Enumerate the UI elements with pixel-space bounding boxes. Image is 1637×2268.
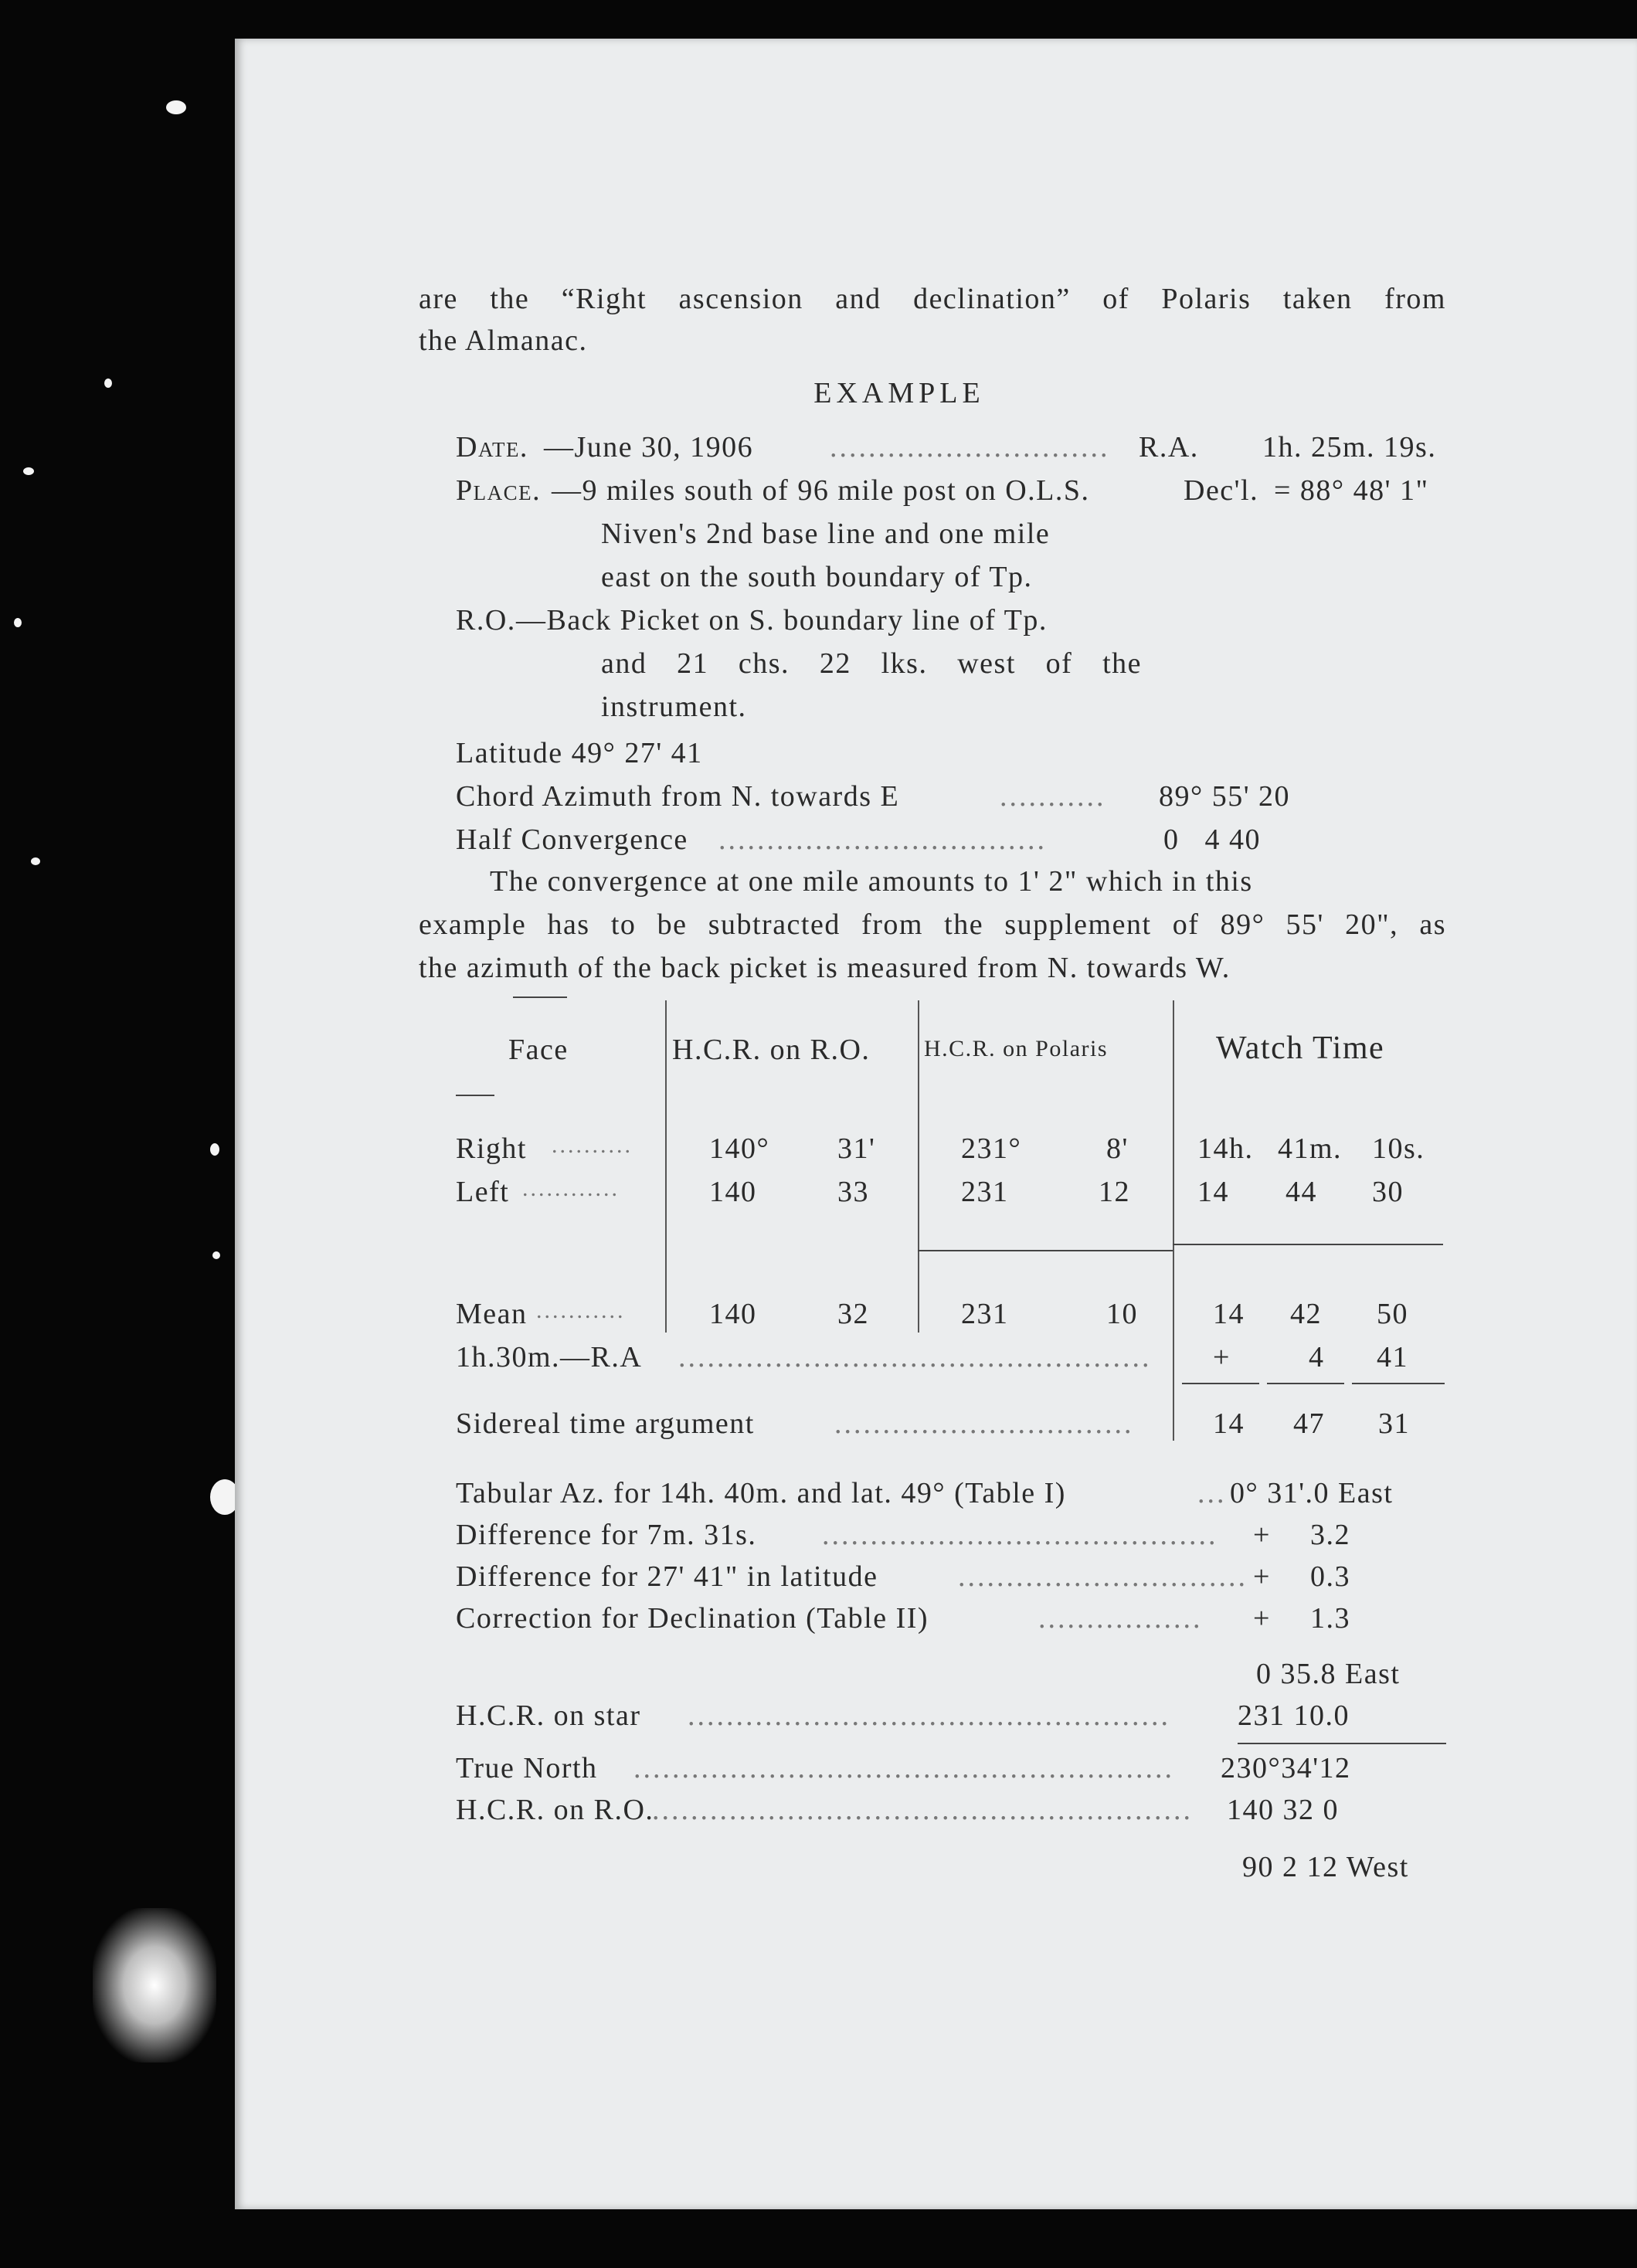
corr-decl-label: Correction for Declination (Table II) — [456, 1602, 929, 1635]
scan-speck — [14, 618, 22, 627]
hcr-star-value: 231 10.0 — [1238, 1699, 1350, 1732]
table-cell: 10s. — [1372, 1132, 1425, 1165]
sum-rule — [1182, 1383, 1259, 1384]
scan-speck — [31, 857, 40, 865]
table-divider — [918, 1000, 919, 1333]
corr-decl-value: 1.3 — [1310, 1602, 1350, 1635]
diff-lat-value: 0.3 — [1310, 1560, 1350, 1593]
sum-rule — [1267, 1383, 1344, 1384]
true-north-leader: ........................................................ — [633, 1752, 1174, 1784]
intro-line-2: the Almanac. — [419, 324, 588, 357]
hcr-star-leader: .................................................. — [688, 1699, 1170, 1732]
latitude: Latitude 49° 27' 41 — [456, 737, 703, 769]
table-cell: 41m. — [1278, 1132, 1343, 1165]
scan-speck — [166, 100, 186, 114]
date-leader: ............................. — [830, 431, 1110, 463]
table-rule — [1173, 1244, 1443, 1245]
hcr-star-label: H.C.R. on star — [456, 1699, 641, 1732]
table-cell: 8' — [1106, 1132, 1129, 1165]
table-top-dash — [513, 996, 567, 998]
sum-rule — [1352, 1383, 1445, 1384]
scan-speck — [212, 1251, 220, 1259]
ro-label: R.O. — [456, 604, 516, 637]
subtotal: 0 35.8 East — [1256, 1658, 1401, 1690]
table-row-leader: .......... — [552, 1132, 633, 1158]
ra-row-seconds: 41 — [1377, 1341, 1408, 1373]
chord-label: Chord Azimuth from N. towards E — [456, 780, 900, 813]
hcr-ro-value: 140 32 0 — [1227, 1794, 1339, 1826]
diff-lat-leader: .............................. — [958, 1560, 1248, 1593]
table-divider — [1173, 1000, 1174, 1441]
ro-line-1: —Back Picket on S. boundary line of Tp. — [516, 604, 1048, 637]
ra-row-minutes: 4 — [1309, 1341, 1325, 1373]
date-label: Date. — [456, 431, 528, 463]
half-convergence-leader: .................................. — [718, 823, 1047, 856]
chord-value: 89° 55' 20 — [1159, 780, 1291, 813]
convergence-line-1: The convergence at one mile amounts to 1' 2" which in this — [490, 865, 1253, 898]
decl-label: Dec'l. — [1184, 474, 1259, 507]
sidereal-hours: 14 — [1213, 1407, 1245, 1440]
tabular-az-value: 0° 31'.0 East — [1230, 1477, 1394, 1509]
corr-decl-leader: ................. — [1038, 1602, 1203, 1635]
table-cell: 33 — [837, 1176, 869, 1208]
table-row-face: Right — [456, 1132, 527, 1165]
scan-speck — [104, 379, 112, 388]
table-cell: 14h. — [1197, 1132, 1254, 1165]
table-cell: 42 — [1290, 1298, 1322, 1330]
tabular-az-leader: ... — [1197, 1477, 1227, 1509]
example-heading: EXAMPLE — [813, 377, 985, 409]
place-label: Place. — [456, 474, 542, 507]
table-cell: 14 — [1197, 1176, 1229, 1208]
table-cell: 140 — [709, 1176, 757, 1208]
place-line-1: —9 miles south of 96 mile post on O.L.S. — [552, 474, 1090, 507]
chord-leader: ........... — [1000, 780, 1106, 813]
table-cell: 10 — [1106, 1298, 1138, 1330]
intro-line-1: are the “Right ascension and declination” of Polaris taken from — [419, 283, 1446, 315]
final-azimuth: 90 2 12 West — [1242, 1851, 1409, 1883]
table-header-face: Face — [508, 1034, 569, 1066]
table-cell: 231° — [961, 1132, 1022, 1165]
table-cell: 231 — [961, 1298, 1009, 1330]
table-cell: 14 — [1213, 1298, 1245, 1330]
diff-time-sign: + — [1253, 1519, 1271, 1551]
table-cell: 12 — [1099, 1176, 1130, 1208]
half-convergence-value: 0 4 40 — [1163, 823, 1261, 856]
ra-label: R.A. — [1139, 431, 1199, 463]
table-cell: 30 — [1372, 1176, 1404, 1208]
table-mean-face: Mean — [456, 1298, 528, 1330]
table-header-dash — [456, 1095, 494, 1096]
ra-row-label: 1h.30m.—R.A — [456, 1341, 643, 1373]
ra-value: 1h. 25m. 19s. — [1262, 431, 1437, 463]
table-header-hcr-polaris: H.C.R. on Polaris — [924, 1036, 1109, 1061]
true-north-label: True North — [456, 1752, 598, 1784]
place-line-3: east on the south boundary of Tp. — [601, 561, 1033, 593]
sidereal-label: Sidereal time argument — [456, 1407, 755, 1440]
diff-lat-label: Difference for 27' 41" in latitude — [456, 1560, 878, 1593]
table-cell: 44 — [1285, 1176, 1317, 1208]
true-north-value: 230°34'12 — [1221, 1752, 1351, 1784]
document-page — [235, 39, 1637, 2209]
hcr-ro-label: H.C.R. on R.O. — [456, 1794, 654, 1826]
table-header-watch-time: Watch Time — [1216, 1030, 1385, 1066]
date-value: —June 30, 1906 — [544, 431, 754, 463]
hcr-ro-leader: ........................................................ — [652, 1794, 1193, 1826]
ro-line-2: and 21 chs. 22 lks. west of the — [601, 647, 1142, 680]
convergence-line-2: example has to be subtracted from the supplement of 89° 55' 20", as — [419, 908, 1446, 941]
table-row-leader: ........... — [536, 1298, 626, 1323]
scan-speck — [210, 1143, 219, 1156]
tabular-az-label: Tabular Az. for 14h. 40m. and lat. 49° (Table I) — [456, 1477, 1066, 1509]
diff-time-value: 3.2 — [1310, 1519, 1350, 1551]
sidereal-seconds: 31 — [1378, 1407, 1410, 1440]
ro-line-3: instrument. — [601, 691, 747, 723]
convergence-line-3: the azimuth of the back picket is measured from N. towards W. — [419, 952, 1231, 984]
table-divider — [665, 1000, 667, 1333]
corr-decl-sign: + — [1253, 1602, 1271, 1635]
table-row-leader: ............ — [522, 1176, 620, 1201]
sidereal-minutes: 47 — [1293, 1407, 1325, 1440]
table-row-face: Left — [456, 1176, 510, 1208]
diff-lat-sign: + — [1253, 1560, 1271, 1593]
scan-glare — [93, 1908, 216, 2063]
ra-row-leader: ................................................. — [678, 1341, 1152, 1373]
diff-time-leader: ......................................... — [822, 1519, 1218, 1551]
scan-speck — [23, 467, 34, 475]
table-cell: 231 — [961, 1176, 1009, 1208]
table-cell: 140° — [709, 1132, 770, 1165]
table-cell: 50 — [1377, 1298, 1408, 1330]
table-cell: 31' — [837, 1132, 876, 1165]
ra-row-sign: + — [1213, 1341, 1231, 1373]
table-rule — [918, 1250, 1173, 1251]
half-convergence-label: Half Convergence — [456, 823, 688, 856]
table-header-hcr-ro: H.C.R. on R.O. — [672, 1034, 871, 1066]
diff-time-label: Difference for 7m. 31s. — [456, 1519, 757, 1551]
table-cell: 140 — [709, 1298, 757, 1330]
sidereal-leader: ............................... — [834, 1407, 1134, 1440]
place-line-2: Niven's 2nd base line and one mile — [601, 518, 1051, 550]
decl-value: = 88° 48' 1" — [1274, 474, 1429, 507]
table-cell: 32 — [837, 1298, 869, 1330]
computation-rule — [1238, 1743, 1446, 1744]
